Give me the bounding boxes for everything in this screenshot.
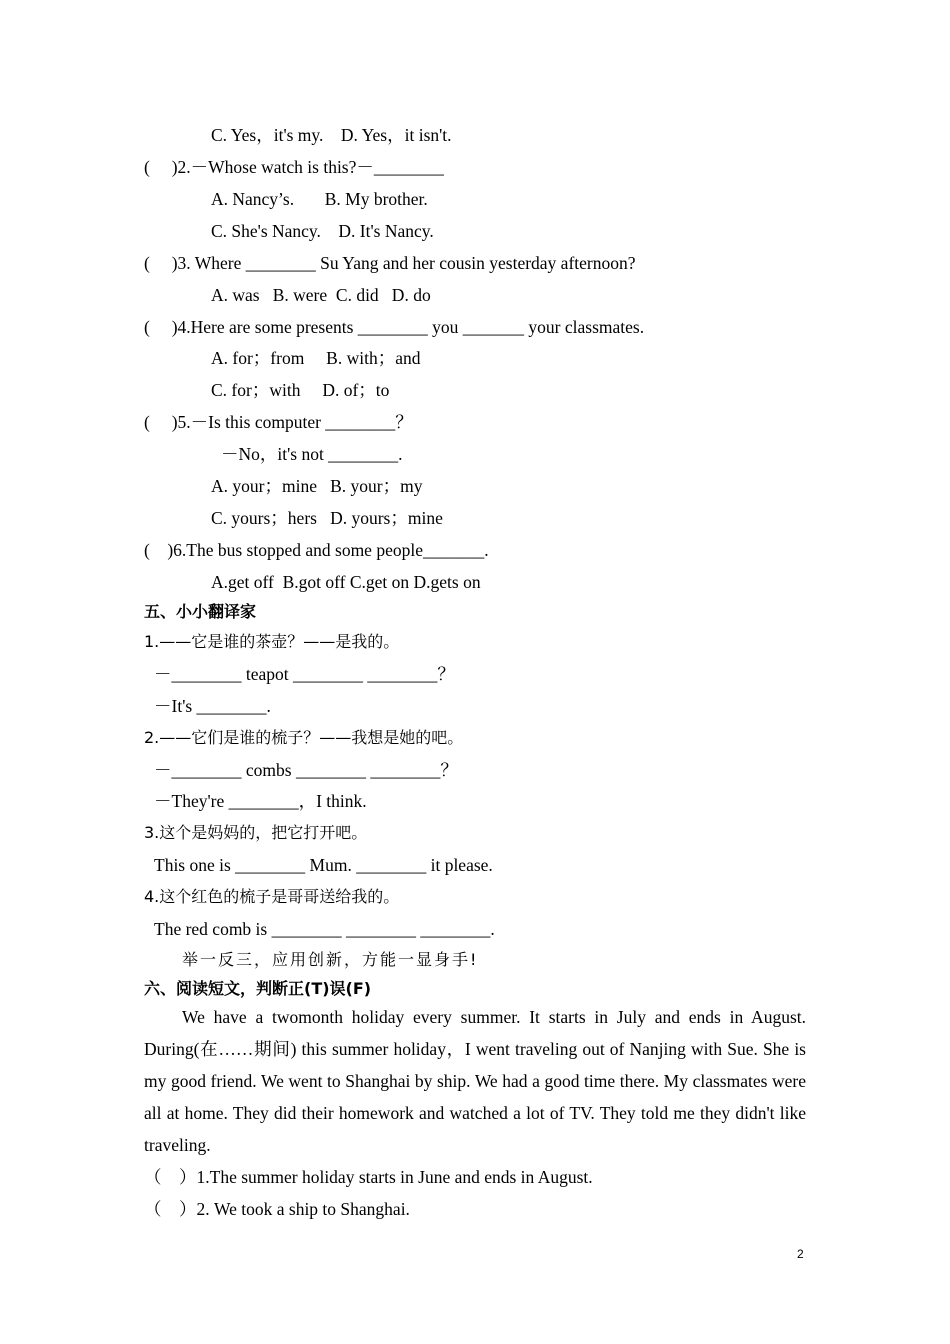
question-2: ( )2.－Whose watch is this?－________: [144, 157, 444, 177]
translate-4-english: The red comb is ________ ________ ________.: [154, 919, 495, 939]
translate-2-chinese: 2.——它们是谁的梳子？——我想是她的吧。: [144, 728, 464, 747]
q5-options-cd: C. yours；hers D. yours；mine: [211, 508, 443, 528]
page-number: 2: [797, 1247, 804, 1261]
q3-options: A. was B. were C. did D. do: [211, 285, 431, 305]
question-4: ( )4.Here are some presents ________ you _______ your classmates.: [144, 317, 645, 337]
q4-options-cd: C. for；with D. of；to: [211, 380, 390, 400]
translate-1-line-a: －________ teapot ________ ________？: [154, 664, 455, 684]
judgement-2: （ ）2. We took a ship to Shanghai.: [144, 1199, 410, 1219]
question-6: ( )6.The bus stopped and some people_______.: [144, 540, 489, 560]
q5-options-ab: A. your；mine B. your；my: [211, 476, 423, 496]
section-5-heading: 五、小小翻译家: [144, 602, 257, 621]
translate-1-line-b: －It's ________.: [154, 696, 271, 716]
question-3: ( )3. Where ________ Su Yang and her cousin yesterday afternoon?: [144, 253, 636, 273]
translate-4-chinese: 4.这个红色的梳子是哥哥送给我的。: [144, 887, 400, 906]
translate-2-line-b: －They're ________，I think.: [154, 791, 367, 811]
translate-2-line-a: －________ combs ________ ________？: [154, 760, 458, 780]
motto: 举一反三，应用创新，方能一显身手!: [182, 950, 479, 969]
translate-3-chinese: 3.这个是妈妈的，把它打开吧。: [144, 823, 368, 842]
translate-3-english: This one is ________ Mum. ________ it please.: [154, 855, 493, 875]
q2-options-cd: C. She's Nancy. D. It's Nancy.: [211, 221, 434, 241]
judgement-1: （ ）1.The summer holiday starts in June and ends in August.: [144, 1167, 593, 1187]
question-5: ( )5.－Is this computer ________？: [144, 412, 413, 432]
q6-options: A.get off B.got off C.get on D.gets on: [211, 572, 481, 592]
q1-options-cd: C. Yes，it's my. D. Yes，it isn't.: [211, 125, 452, 145]
q4-options-ab: A. for；from B. with；and: [211, 348, 421, 368]
reading-passage: We have a twomonth holiday every summer. It starts in July and ends in August. During(在……期间) this summer holiday，I went traveling out of Nanjing with Sue. She is my good friend. We went to Shanghai by ship. We had a good time there. My classmates were all at home. They did their homework and watched a lot of TV. They told me they didn't like traveling.: [144, 1007, 806, 1155]
translate-1-chinese: 1.——它是谁的茶壶？——是我的。: [144, 632, 400, 651]
section-6-heading: 六、阅读短文，判断正(T)误(F): [144, 979, 372, 998]
q2-options-ab: A. Nancy’s. B. My brother.: [211, 189, 428, 209]
q5-answer-line: －No，it's not ________.: [221, 444, 403, 464]
